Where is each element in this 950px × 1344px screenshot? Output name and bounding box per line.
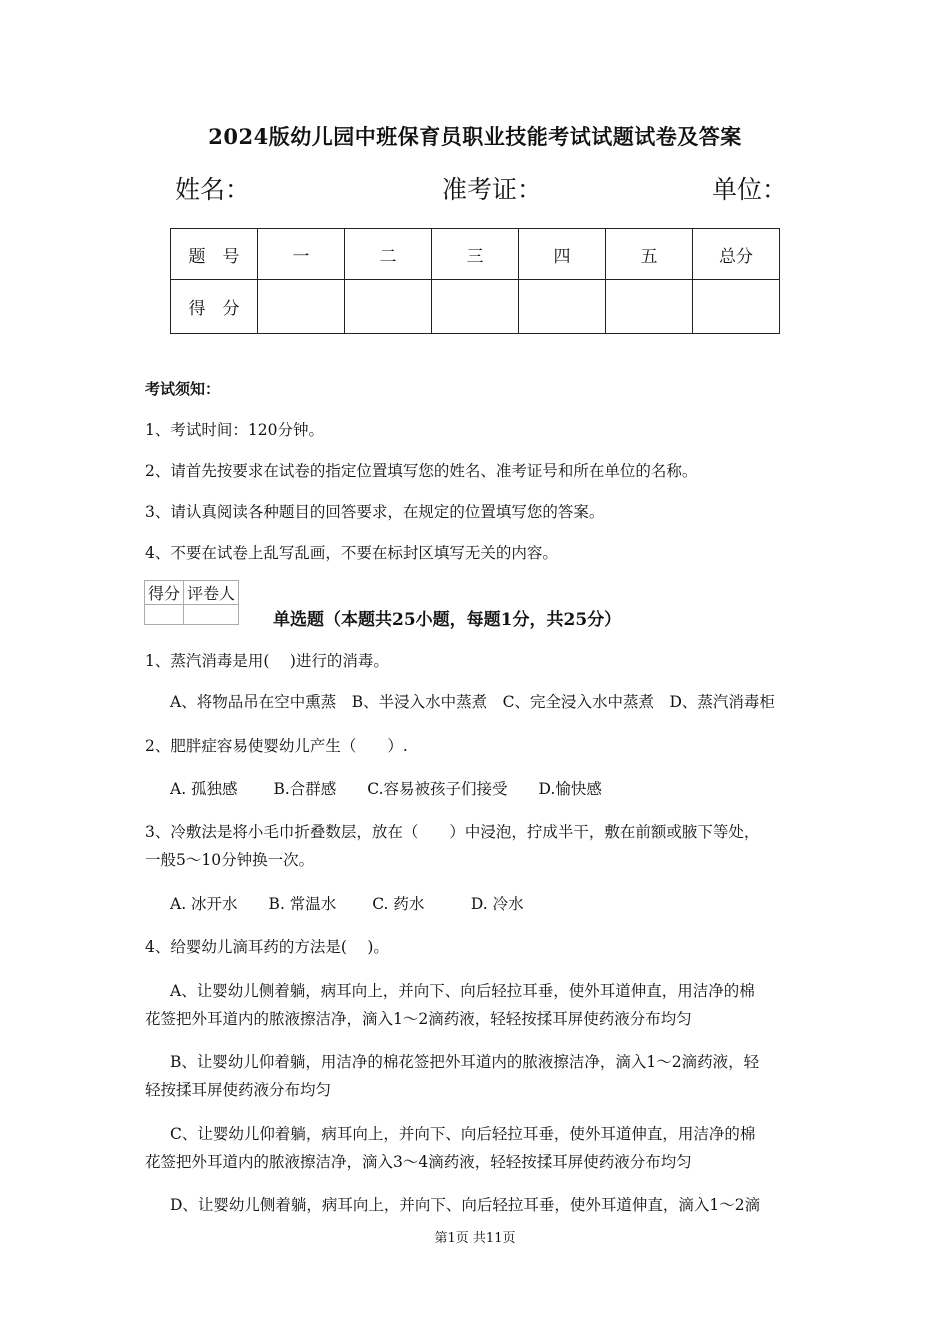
question-option-a: A、让婴幼儿侧着躺，病耳向上，并向下、向后轻拉耳垂，使外耳道伸直，用洁净的棉	[170, 982, 755, 1000]
score-header-cell: 四	[519, 229, 606, 280]
grader-score-cell[interactable]	[145, 605, 184, 625]
notice-item: 3、请认真阅读各种题目的回答要求，在规定的位置填写您的答案。	[145, 503, 605, 521]
question-options: A. 冰开水 B. 常温水 C. 药水 D. 冷水	[170, 895, 524, 913]
score-cell[interactable]	[606, 280, 693, 334]
question-option-c: C、让婴幼儿仰着躺，病耳向上，并向下、向后轻拉耳垂，使外耳道伸直，用洁净的棉	[170, 1125, 756, 1143]
grader-name-label: 评卷人	[184, 581, 239, 605]
score-cell[interactable]	[345, 280, 432, 334]
page-title: 2024版幼儿园中班保育员职业技能考试试题试卷及答案	[208, 124, 742, 149]
exam-id-field-label: 准考证：	[442, 175, 543, 204]
question-stem: 3、冷敷法是将小毛巾折叠数层，放在（ ）中浸泡，拧成半干，敷在前额或腋下等处，	[145, 823, 760, 841]
question-stem: 4、给婴幼儿滴耳药的方法是( )。	[145, 938, 389, 956]
question-options: A. 孤独感 B.合群感 C.容易被孩子们接受 D.愉快感	[170, 780, 602, 798]
question-option-a: 花签把外耳道内的脓液擦洁净，滴入1～2滴药液，轻轻按揉耳屏使药液分布均匀	[145, 1010, 692, 1028]
score-header-cell: 二	[345, 229, 432, 280]
score-cell[interactable]	[432, 280, 519, 334]
unit-field-label: 单位：	[712, 175, 788, 204]
question-option-c: 花签把外耳道内的脓液擦洁净，滴入3～4滴药液，轻轻按揉耳屏使药液分布均匀	[145, 1153, 692, 1171]
score-cell[interactable]	[258, 280, 345, 334]
page-footer: 第1页 共11页	[434, 1231, 516, 1246]
grader-score-label: 得分	[145, 581, 184, 605]
score-header-cell: 五	[606, 229, 693, 280]
question-stem: 一般5～10分钟换一次。	[145, 851, 315, 869]
question-options: A、将物品吊在空中熏蒸 B、半浸入水中蒸煮 C、完全浸入水中蒸煮 D、蒸汽消毒柜	[170, 693, 775, 711]
question-option-d: D、让婴幼儿侧着躺，病耳向上，并向下、向后轻拉耳垂，使外耳道伸直，滴入1～2滴	[170, 1196, 761, 1214]
name-field-label: 姓名：	[175, 175, 251, 204]
grader-box	[144, 580, 239, 625]
score-table	[170, 228, 780, 334]
score-header-cell: 三	[432, 229, 519, 280]
question-option-b: 轻按揉耳屏使药液分布均匀	[145, 1081, 332, 1099]
grader-name-cell[interactable]	[184, 605, 239, 625]
notice-heading: 考试须知：	[145, 380, 221, 398]
score-cell[interactable]	[519, 280, 606, 334]
score-table-header-row	[171, 229, 780, 280]
score-header-cell: 题 号	[171, 229, 258, 280]
score-header-cell: 一	[258, 229, 345, 280]
question-stem: 2、肥胖症容易使婴幼儿产生（ ）.	[145, 737, 408, 755]
section-title: 单选题（本题共25小题，每题1分，共25分）	[273, 610, 622, 630]
notice-item: 1、考试时间：120分钟。	[145, 421, 324, 439]
score-table-score-row	[171, 280, 780, 334]
score-row-label: 得 分	[171, 280, 258, 334]
score-cell[interactable]	[693, 280, 780, 334]
question-stem: 1、蒸汽消毒是用( )进行的消毒。	[145, 652, 389, 670]
question-option-b: B、让婴幼儿仰着躺，用洁净的棉花签把外耳道内的脓液擦洁净，滴入1～2滴药液，轻	[170, 1053, 760, 1071]
score-header-cell: 总分	[693, 229, 780, 280]
notice-item: 2、请首先按要求在试卷的指定位置填写您的姓名、准考证号和所在单位的名称。	[145, 462, 698, 480]
notice-item: 4、不要在试卷上乱写乱画，不要在标封区填写无关的内容。	[145, 544, 558, 562]
